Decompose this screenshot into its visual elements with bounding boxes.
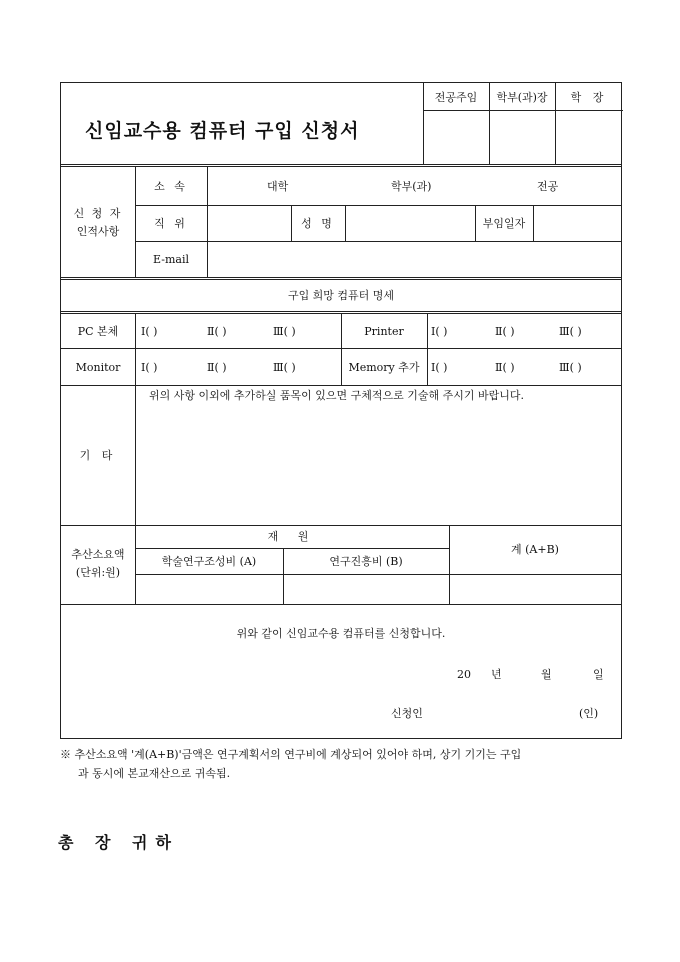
spec-heading: 구입 희망 컴퓨터 명세 <box>287 289 395 302</box>
monitor-option-1: Ⅰ( ) <box>141 361 158 374</box>
printer-label: Printer <box>364 325 404 338</box>
printer-option-1: Ⅰ( ) <box>431 325 448 338</box>
approval-dean: 학 장 <box>570 91 608 104</box>
approval-major-head: 전공주임 <box>434 91 478 104</box>
memory-option-2: Ⅱ( ) <box>495 361 515 374</box>
addressee: 총 장 귀하 <box>58 833 179 852</box>
cost-unit: (단위:원) <box>75 566 121 579</box>
monitor-label: Monitor <box>75 361 121 374</box>
start-date-label: 부임일자 <box>482 217 526 230</box>
date-year: 년 <box>491 668 502 681</box>
statement: 위와 같이 신임교수용 컴퓨터를 신청합니다. <box>236 627 446 640</box>
application-form <box>60 82 622 739</box>
position-label: 직 위 <box>154 217 188 230</box>
printer-option-2: Ⅱ( ) <box>495 325 515 338</box>
printer-option-3: Ⅲ( ) <box>559 325 582 338</box>
seal-mark: (인) <box>579 707 599 720</box>
date-month: 월 <box>541 668 552 681</box>
form-title: 신임교수용 컴퓨터 구입 신청서 <box>85 120 360 142</box>
cost-label: 추산소요액 <box>71 548 125 561</box>
fund-b-label: 연구진흥비 (B) <box>329 555 403 568</box>
etc-label: 기 타 <box>79 449 117 462</box>
date-day: 일 <box>593 668 604 681</box>
approval-dept-head: 학부(과)장 <box>496 91 548 104</box>
note-line-2: 과 동시에 본교재산으로 귀속됨. <box>78 767 231 780</box>
etc-instruction: 위의 사항 이외에 추가하실 품목이 있으면 구체적으로 기술해 주시기 바랍니다. <box>149 389 524 402</box>
applicant-label: 신 청 자 <box>73 207 123 220</box>
memory-label: Memory 추가 <box>348 361 420 374</box>
monitor-option-2: Ⅱ( ) <box>207 361 227 374</box>
note-line-1: ※ 추산소요액 '계(A+B)'금액은 연구계획서의 연구비에 계상되어 있어야 하며, 상기 기기는 구입 <box>60 748 522 761</box>
memory-option-1: Ⅰ( ) <box>431 361 448 374</box>
affiliation-univ: 대학 <box>267 180 289 193</box>
fund-source-heading: 재 원 <box>267 530 317 543</box>
memory-option-3: Ⅲ( ) <box>559 361 582 374</box>
total-label: 계 (A+B) <box>511 543 559 556</box>
email-label: E-mail <box>153 253 189 266</box>
signer-label: 신청인 <box>391 707 423 720</box>
fund-a-label: 학술연구조성비 (A) <box>161 555 257 568</box>
applicant-label-sub: 인적사항 <box>76 225 120 238</box>
monitor-option-3: Ⅲ( ) <box>273 361 296 374</box>
pc-option-2: Ⅱ( ) <box>207 325 227 338</box>
affiliation-major: 전공 <box>537 180 559 193</box>
affiliation-dept: 학부(과) <box>391 180 432 193</box>
pc-option-1: Ⅰ( ) <box>141 325 158 338</box>
pc-option-3: Ⅲ( ) <box>273 325 296 338</box>
date-year-prefix: 20 <box>457 668 471 681</box>
pc-label: PC 본체 <box>77 325 119 338</box>
affiliation-label: 소 속 <box>154 180 188 193</box>
name-label: 성 명 <box>301 217 335 230</box>
